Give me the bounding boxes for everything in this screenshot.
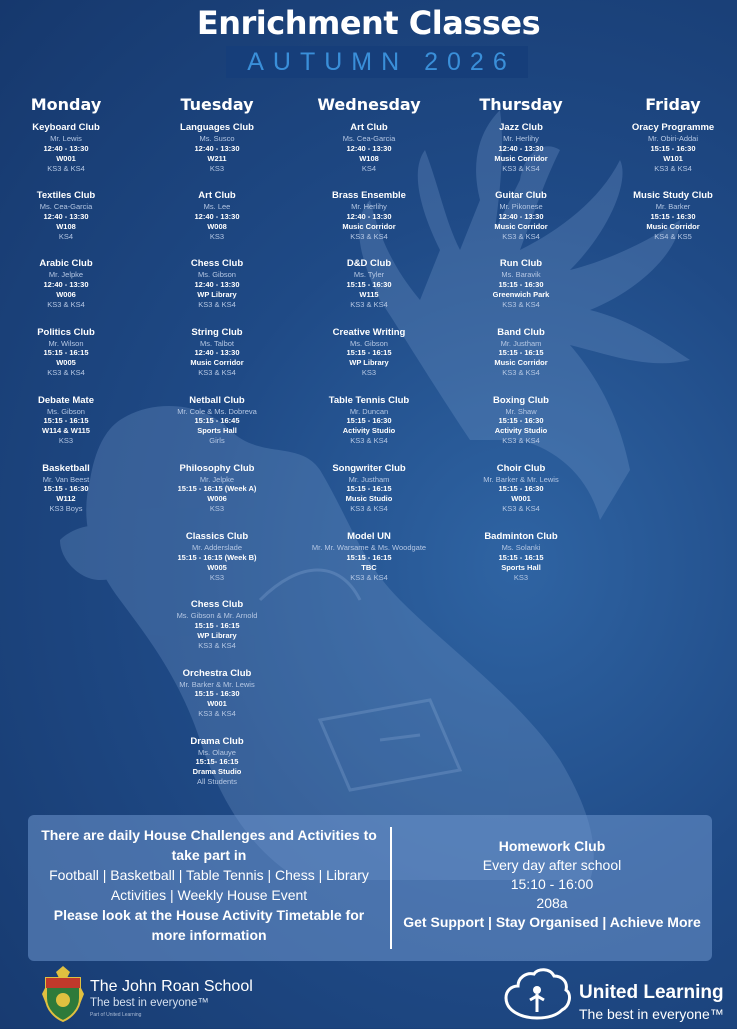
club-time: 12:40 - 13:30	[43, 211, 89, 221]
club-year: KS3 & KS4	[502, 299, 540, 309]
club-name: Basketball	[42, 462, 90, 474]
club-room: Activity Studio	[494, 426, 548, 436]
club-entry	[0, 190, 141, 258]
club-year: KS3 & KS4	[350, 436, 388, 446]
club-room: W001	[511, 494, 531, 504]
club-room: Drama Studio	[192, 767, 242, 777]
club-teacher: Mr. Barker	[655, 202, 691, 212]
club-name: Brass Ensemble	[332, 190, 406, 202]
club-entry	[598, 190, 737, 258]
club-year: KS3	[209, 572, 225, 582]
club-teacher: Ms. Gibson	[198, 270, 236, 280]
club-entry	[142, 122, 292, 190]
club-room: Music Corridor	[494, 221, 548, 231]
club-time: 15:15 - 16:30	[650, 143, 696, 153]
day-column-thursday	[446, 94, 596, 599]
club-time: 15:15 - 16:15	[498, 348, 544, 358]
club-year: KS3 & KS4	[502, 436, 540, 446]
club-teacher: Ms. Gibson	[47, 406, 85, 416]
club-entry	[598, 122, 737, 190]
club-entry	[0, 395, 141, 463]
panel-divider	[390, 827, 392, 949]
club-room: W001	[207, 699, 227, 708]
club-time: 15:15 - 16:15	[346, 484, 392, 494]
club-time: 15:15 - 16:30	[346, 416, 392, 426]
club-name: Creative Writing	[332, 326, 406, 338]
club-time: 12:40 - 13:30	[194, 211, 240, 221]
club-year: KS3 & KS4	[350, 299, 388, 309]
club-name: Keyboard Club	[32, 122, 100, 133]
club-time: 15:15 - 16:15	[194, 620, 240, 630]
club-name: Languages Club	[180, 122, 254, 133]
club-name: Badminton Club	[484, 531, 558, 543]
club-entry	[142, 395, 292, 463]
club-time: 15:15- 16:15	[195, 757, 239, 767]
tree-icon	[500, 966, 574, 1024]
club-year: KS4	[58, 231, 74, 241]
club-teacher: Mr. Adderslade	[191, 543, 243, 553]
club-name: Songwriter Club	[332, 462, 406, 474]
club-year: KS3 & KS4	[350, 572, 388, 582]
club-room: W112	[56, 494, 76, 504]
house-activities	[38, 825, 380, 945]
club-year: KS3 & KS4	[502, 504, 540, 514]
club-teacher: Mr. Herlihy	[351, 202, 387, 212]
house-note: Please look at the House Activity Timetable for more information	[53, 907, 365, 943]
club-time: 12:40 - 13:30	[346, 143, 392, 153]
club-teacher: Mr. Mr. Warsame & Ms. Woodgate	[311, 543, 427, 553]
day-heading: Monday	[30, 95, 102, 114]
club-time: 15:15 - 16:15	[43, 416, 89, 426]
club-year: KS3 Boys	[49, 504, 83, 514]
club-time: 15:15 - 16:15	[346, 348, 392, 358]
club-room: W006	[56, 289, 76, 299]
day-heading: Friday	[645, 95, 701, 114]
club-entry	[446, 395, 596, 463]
club-year: KS3 & KS4	[350, 231, 388, 241]
club-room: Music Corridor	[494, 358, 548, 368]
club-name: Chess Club	[190, 258, 244, 270]
club-room: Sports Hall	[197, 426, 237, 436]
homework-slogan: Get Support | Stay Organised | Achieve More	[403, 914, 701, 930]
club-entry	[294, 463, 444, 531]
club-year: KS3 & KS4	[198, 640, 236, 650]
club-time: 12:40 - 13:30	[43, 143, 89, 153]
club-room: W008	[207, 221, 227, 231]
club-room: W211	[207, 153, 227, 163]
club-entry	[446, 327, 596, 395]
club-name: Arabic Club	[39, 258, 93, 270]
club-entry	[446, 122, 596, 190]
club-name: Classics Club	[185, 531, 249, 543]
club-name: Model UN	[347, 531, 391, 543]
club-teacher: Mr. Duncan	[349, 406, 389, 416]
day-heading: Tuesday	[180, 95, 254, 114]
page-title: Enrichment Classes	[196, 4, 541, 42]
club-name: Band Club	[497, 326, 545, 338]
club-entry	[446, 190, 596, 258]
school-crest-icon	[40, 964, 86, 1024]
club-year: KS3 & KS4	[502, 231, 540, 241]
school-logo	[40, 964, 270, 1024]
season-label: AUTUMN 2026	[247, 48, 516, 76]
club-name: Choir Club	[496, 462, 546, 474]
club-room: Greenwich Park	[492, 289, 550, 299]
club-time: 12:40 - 13:30	[43, 279, 89, 289]
club-time: 15:15 - 16:15	[498, 552, 544, 562]
club-time: 15:15 - 16:15	[43, 348, 89, 358]
club-teacher: Mr. Herlihy	[503, 134, 539, 143]
club-entry	[294, 190, 444, 258]
club-room: W005	[207, 562, 227, 572]
season-banner	[226, 46, 528, 78]
club-teacher: Ms. Talbot	[199, 338, 235, 348]
club-room: WP Library	[349, 358, 389, 368]
club-entry	[446, 258, 596, 326]
club-year: Girls	[209, 436, 225, 446]
club-year: KS3 & KS4	[198, 368, 236, 378]
club-teacher: Mr. Justham	[500, 338, 542, 348]
school-name: The John Roan School	[90, 978, 253, 995]
club-name: Table Tennis Club	[328, 394, 410, 406]
club-entry	[0, 463, 141, 531]
club-year: All Students	[196, 777, 238, 787]
club-name: Guitar Club	[495, 190, 547, 202]
club-year: KS3 & KS4	[502, 368, 540, 378]
club-entry	[0, 122, 141, 190]
club-room: Music Corridor	[190, 358, 244, 368]
club-name: String Club	[191, 326, 243, 338]
club-time: 15:15 - 16:15 (Week B)	[177, 552, 257, 562]
club-name: Run Club	[499, 258, 543, 270]
club-entry	[142, 736, 292, 804]
united-learning-logo	[500, 966, 730, 1026]
club-teacher: Mr. Barker & Mr. Lewis	[179, 679, 255, 689]
club-entry	[294, 122, 444, 190]
club-year: KS3	[513, 572, 529, 582]
club-room: W115	[359, 289, 379, 299]
club-room: Music Studio	[345, 494, 393, 504]
club-year: KS3 & KS4	[47, 299, 85, 309]
house-activity-list: Football | Basketball | Table Tennis | Chess | Library Activities | Weekly House Event	[49, 867, 369, 903]
club-entry	[446, 463, 596, 531]
club-teacher: Ms. Gibson & Mr. Arnold	[176, 611, 258, 621]
club-teacher: Ms. Cea-Garcia	[39, 202, 93, 212]
club-teacher: Mr. Wilson	[48, 338, 84, 348]
club-teacher: Ms. Tyler	[353, 270, 385, 280]
house-heading: There are daily House Challenges and Activities to take part in	[41, 827, 377, 863]
club-room: W001	[56, 153, 76, 163]
club-year: KS3 & KS4	[47, 368, 85, 378]
homework-room: 208a	[536, 895, 568, 911]
club-teacher: Mr. Shaw	[505, 406, 537, 416]
club-name: D&D Club	[346, 258, 392, 270]
club-time: 15:15 - 16:30	[346, 279, 392, 289]
club-name: Netball Club	[189, 394, 245, 406]
club-name: Art Club	[198, 190, 236, 202]
club-room: TBC	[361, 562, 377, 572]
club-time: 15:15 - 16:30	[498, 484, 544, 494]
club-year: KS4 & KS5	[654, 231, 692, 241]
club-name: Jazz Club	[499, 122, 543, 133]
club-teacher: Mr. Obiri-Addai	[647, 134, 698, 143]
club-year: KS3 & KS4	[502, 163, 540, 173]
club-time: 15:15 - 16:45	[194, 416, 240, 426]
club-time: 15:15 - 16:15	[346, 552, 392, 562]
school-affiliation: Part of United Learning	[90, 1012, 142, 1018]
club-teacher: Ms. Solanki	[501, 543, 541, 553]
club-year: KS3 & KS4	[654, 163, 692, 173]
club-teacher: Ms. Olauye	[198, 747, 236, 757]
club-time: 12:40 - 13:30	[498, 143, 544, 153]
club-entry	[294, 258, 444, 326]
club-entry	[446, 531, 596, 599]
club-teacher: Ms. Gibson	[350, 338, 388, 348]
club-name: Debate Mate	[38, 394, 94, 406]
club-year: KS3 & KS4	[350, 504, 388, 514]
club-name: Chess Club	[190, 599, 244, 611]
club-time: 15:15 - 16:30	[194, 689, 240, 698]
club-entry	[294, 531, 444, 599]
club-room: W108	[56, 221, 76, 231]
club-time: 15:15 - 16:30	[650, 211, 696, 221]
club-room: Music Corridor	[494, 153, 548, 163]
club-year: KS3	[361, 368, 377, 378]
club-teacher: Ms. Lee	[203, 202, 231, 212]
club-time: 15:15 - 16:30	[498, 416, 544, 426]
club-year: KS3	[209, 504, 225, 514]
club-name: Art Club	[350, 122, 388, 133]
club-teacher: Ms. Cea-Garcia	[342, 134, 396, 143]
club-year: KS3	[209, 231, 225, 241]
club-teacher: Mr. Jelpke	[199, 474, 235, 484]
homework-when: Every day after school	[482, 857, 622, 873]
club-teacher: Mr. Lewis	[50, 134, 82, 143]
club-entry	[142, 190, 292, 258]
club-entry	[0, 327, 141, 395]
club-entry	[142, 668, 292, 736]
club-teacher: Mr. Jelpke	[48, 270, 84, 280]
club-year: KS3	[58, 436, 74, 446]
club-year: KS3 & KS4	[198, 299, 236, 309]
club-entry	[294, 327, 444, 395]
ul-tagline: The best in everyone™	[579, 1006, 724, 1022]
club-room: Music Corridor	[646, 221, 700, 231]
club-teacher: Ms. Baravik	[501, 270, 541, 280]
day-column-wednesday	[294, 94, 444, 599]
club-room: W114 & W115	[42, 426, 90, 436]
club-entry	[142, 327, 292, 395]
club-entry	[142, 258, 292, 326]
school-tagline: The best in everyone™	[90, 997, 209, 1009]
club-entry	[142, 531, 292, 599]
homework-club	[400, 837, 704, 932]
club-time: 12:40 - 13:30	[498, 211, 544, 221]
club-room: WP Library	[197, 289, 237, 299]
club-teacher: Mr. Pikonese	[499, 202, 543, 212]
club-name: Orchestra Club	[182, 667, 252, 679]
club-entry	[0, 258, 141, 326]
club-teacher: Ms. Susco	[199, 134, 235, 143]
club-time: 12:40 - 13:30	[194, 279, 240, 289]
club-name: Textiles Club	[36, 190, 96, 202]
club-name: Drama Club	[190, 735, 244, 747]
day-heading: Wednesday	[317, 95, 421, 114]
day-column-friday	[598, 94, 737, 258]
club-room: Sports Hall	[501, 562, 541, 572]
club-time: 12:40 - 13:30	[194, 348, 240, 358]
club-room: W108	[359, 153, 379, 163]
club-teacher: Mr. Barker & Mr. Lewis	[483, 474, 559, 484]
club-room: W005	[56, 358, 76, 368]
club-entry	[142, 463, 292, 531]
info-panel	[28, 815, 712, 961]
day-column-tuesday	[142, 94, 292, 804]
club-room: Music Corridor	[342, 221, 396, 231]
club-room: W006	[207, 494, 227, 504]
club-teacher: Mr. Van Beest	[42, 474, 90, 484]
club-year: KS4	[361, 163, 377, 173]
club-entry	[142, 599, 292, 667]
club-time: 15:15 - 16:15 (Week A)	[177, 484, 257, 494]
club-year: KS3 & KS4	[198, 709, 236, 718]
club-year: KS3 & KS4	[47, 163, 85, 173]
club-teacher: Mr. Cole & Ms. Dobreva	[177, 406, 257, 416]
day-column-monday	[0, 94, 141, 531]
club-room: W101	[663, 153, 683, 163]
club-time: 12:40 - 13:30	[346, 211, 392, 221]
club-name: Politics Club	[37, 326, 95, 338]
club-room: Activity Studio	[342, 426, 396, 436]
club-name: Philosophy Club	[179, 462, 255, 474]
ul-name: United Learning	[579, 982, 724, 1003]
club-name: Oracy Programme	[631, 122, 715, 133]
club-teacher: Mr. Justham	[348, 474, 390, 484]
club-time: 12:40 - 13:30	[194, 143, 240, 153]
homework-title: Homework Club	[498, 838, 606, 854]
club-name: Boxing Club	[493, 394, 549, 406]
club-time: 15:15 - 16:30	[498, 279, 544, 289]
club-name: Music Study Club	[633, 190, 713, 202]
day-heading: Thursday	[479, 95, 563, 114]
club-room: WP Library	[197, 630, 237, 640]
club-time: 15:15 - 16:30	[43, 484, 89, 494]
club-entry	[294, 395, 444, 463]
club-year: KS3	[209, 163, 225, 173]
homework-time: 15:10 - 16:00	[510, 876, 594, 892]
